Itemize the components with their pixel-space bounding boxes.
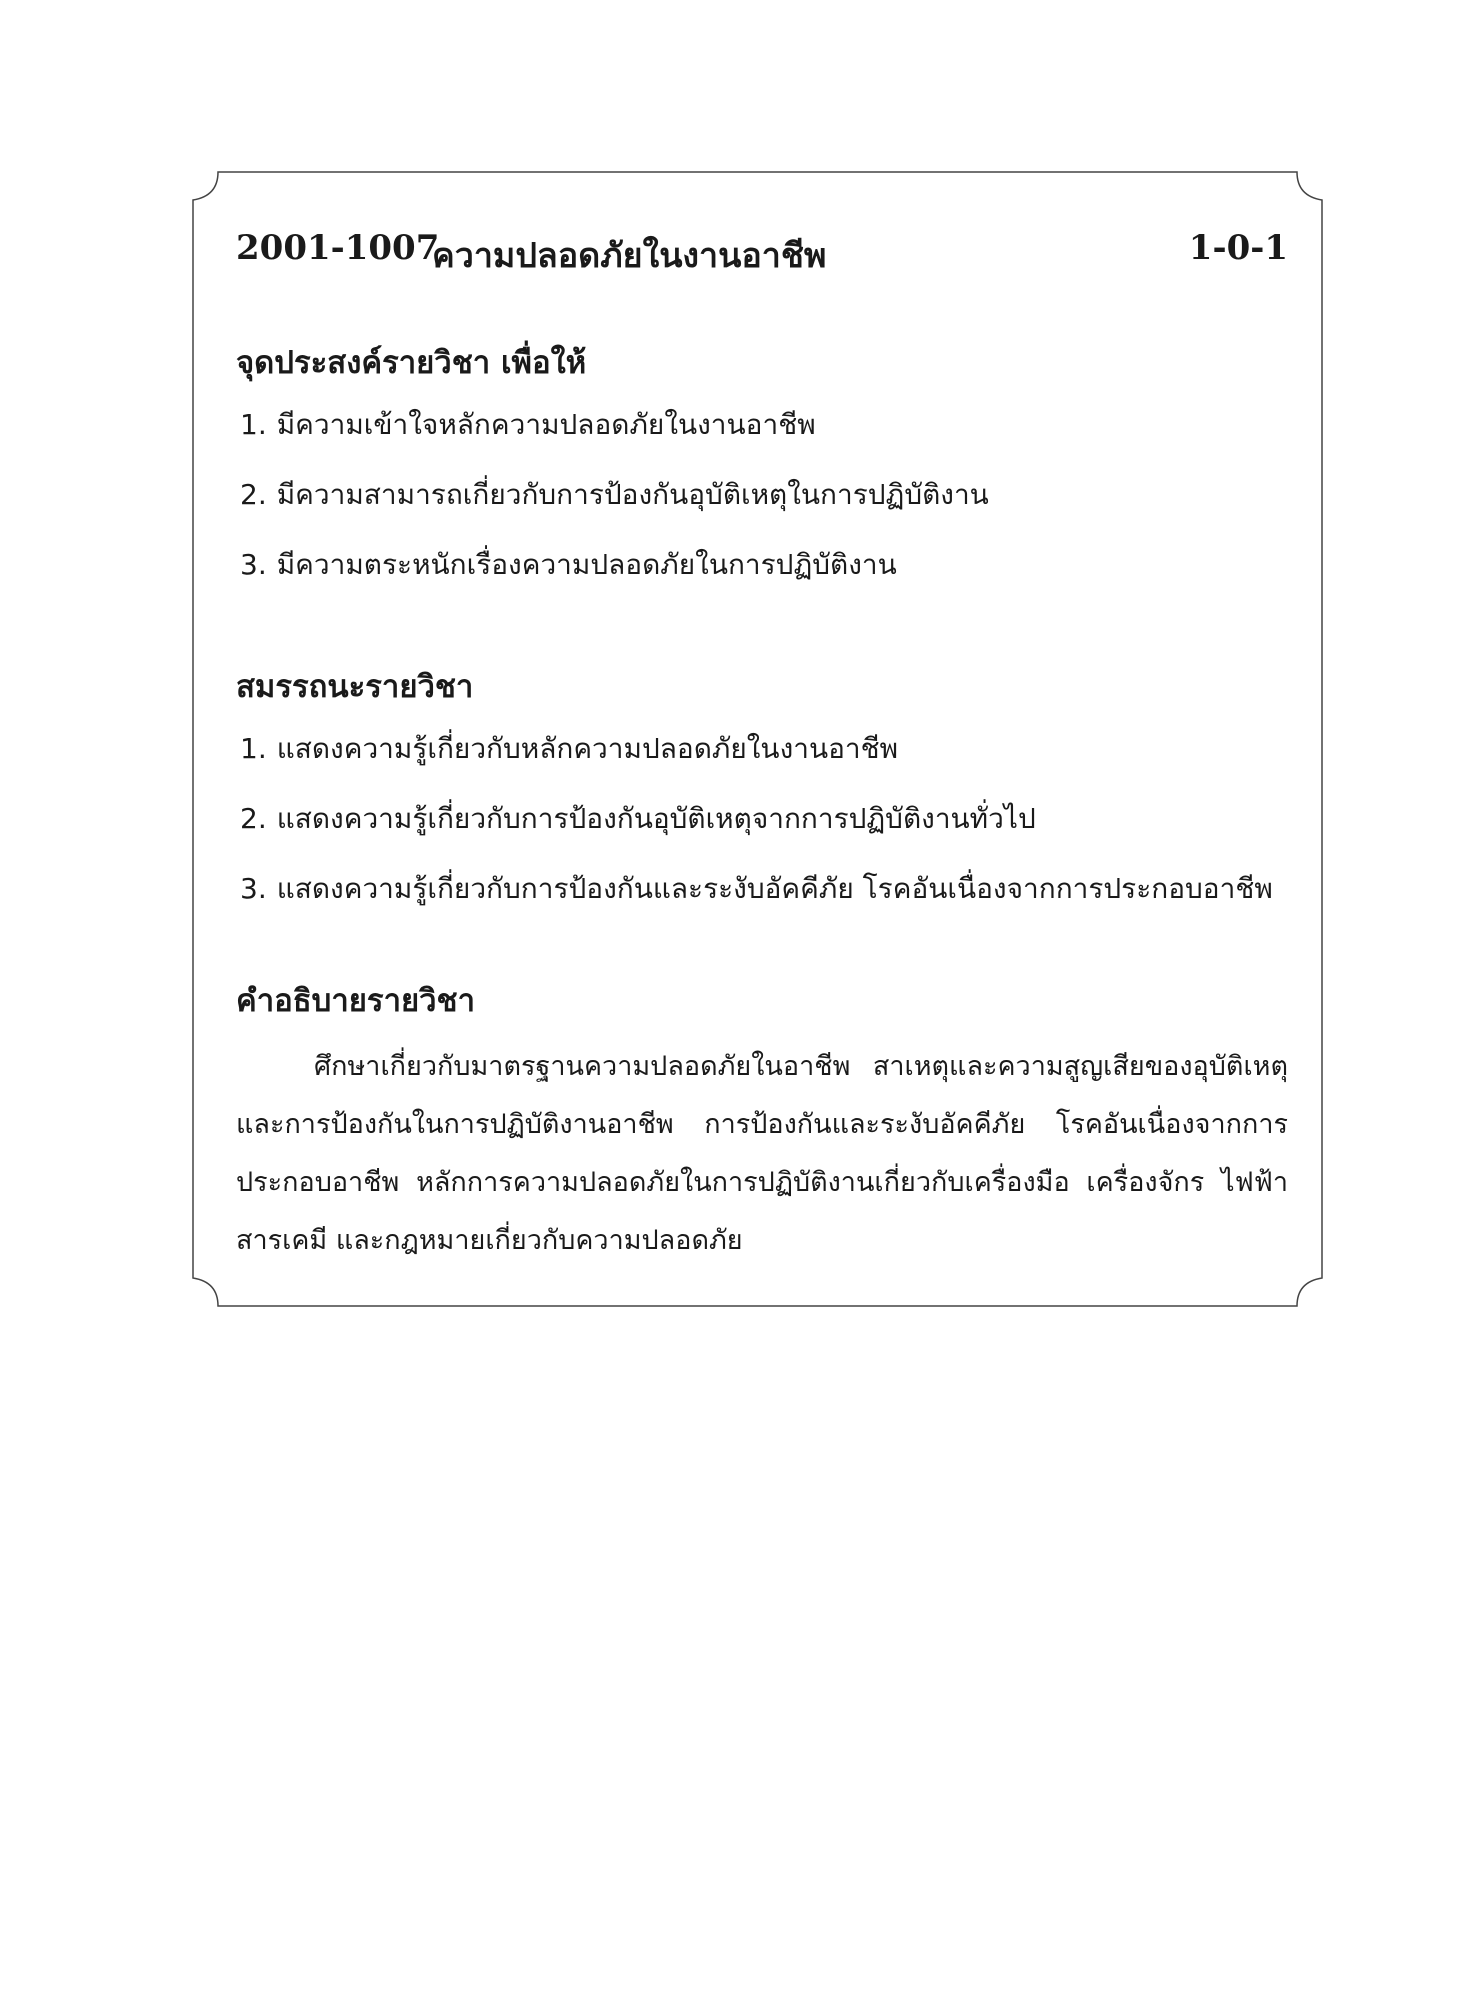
objectives-heading: จุดประสงค์รายวิชา เพื่อให้ — [236, 345, 587, 381]
competencies-list — [236, 714, 1288, 924]
competencies-section — [236, 660, 1288, 924]
course-code: 2001-1007 — [236, 228, 440, 268]
objective-number: 1. — [240, 408, 267, 441]
competency-text: แสดงความรู้เกี่ยวกับหลักความปลอดภัยในงานอาชีพ — [276, 732, 899, 765]
objective-item — [236, 390, 1288, 460]
objective-number: 2. — [240, 478, 267, 511]
course-title: ความปลอดภัยในงานอาชีพ — [432, 236, 827, 276]
course-credits: 1-0-1 — [1188, 228, 1288, 268]
objectives-section — [236, 336, 1288, 600]
objectives-list — [236, 390, 1288, 600]
objective-item — [236, 530, 1288, 600]
objective-text: มีความตระหนักเรื่องความปลอดภัยในการปฏิบัติงาน — [276, 548, 897, 581]
competency-item — [236, 854, 1288, 924]
objective-text: มีความสามารถเกี่ยวกับการป้องกันอุบัติเหตุในการปฏิบัติงาน — [276, 478, 989, 511]
description-section — [236, 974, 1288, 1270]
competency-text: แสดงความรู้เกี่ยวกับการป้องกันและระงับอัคคีภัย โรคอันเนื่องจากการประกอบอาชีพ — [276, 872, 1273, 905]
course-header — [236, 222, 1288, 282]
competency-item — [236, 784, 1288, 854]
competency-number: 3. — [240, 872, 267, 905]
competency-number: 2. — [240, 802, 267, 835]
description-heading: คำอธิบายรายวิชา — [236, 983, 476, 1019]
objective-text: มีความเข้าใจหลักความปลอดภัยในงานอาชีพ — [276, 408, 816, 441]
description-text: ศึกษาเกี่ยวกับมาตรฐานความปลอดภัยในอาชีพ สาเหตุและความสูญเสียของอุบัติเหตุและการป้องกันในการปฏิบัติงานอาชีพ การป้องกันและระงับอัคคีภัย โรคอันเนื่องจากการประกอบอาชีพ หลักการความปลอดภัยในการปฏิบัติงานเกี่ยวกับเครื่องมือ เครื่องจักร ไฟฟ้า สารเคมี และกฎหมายเกี่ยวกับความปลอดภัย — [236, 1051, 1288, 1256]
competencies-heading: สมรรถนะรายวิชา — [236, 669, 474, 705]
objective-item — [236, 460, 1288, 530]
course-card — [236, 222, 1288, 1272]
competency-item — [236, 714, 1288, 784]
objective-number: 3. — [240, 548, 267, 581]
competency-number: 1. — [240, 732, 267, 765]
competency-text: แสดงความรู้เกี่ยวกับการป้องกันอุบัติเหตุจากการปฏิบัติงานทั่วไป — [276, 802, 1036, 835]
